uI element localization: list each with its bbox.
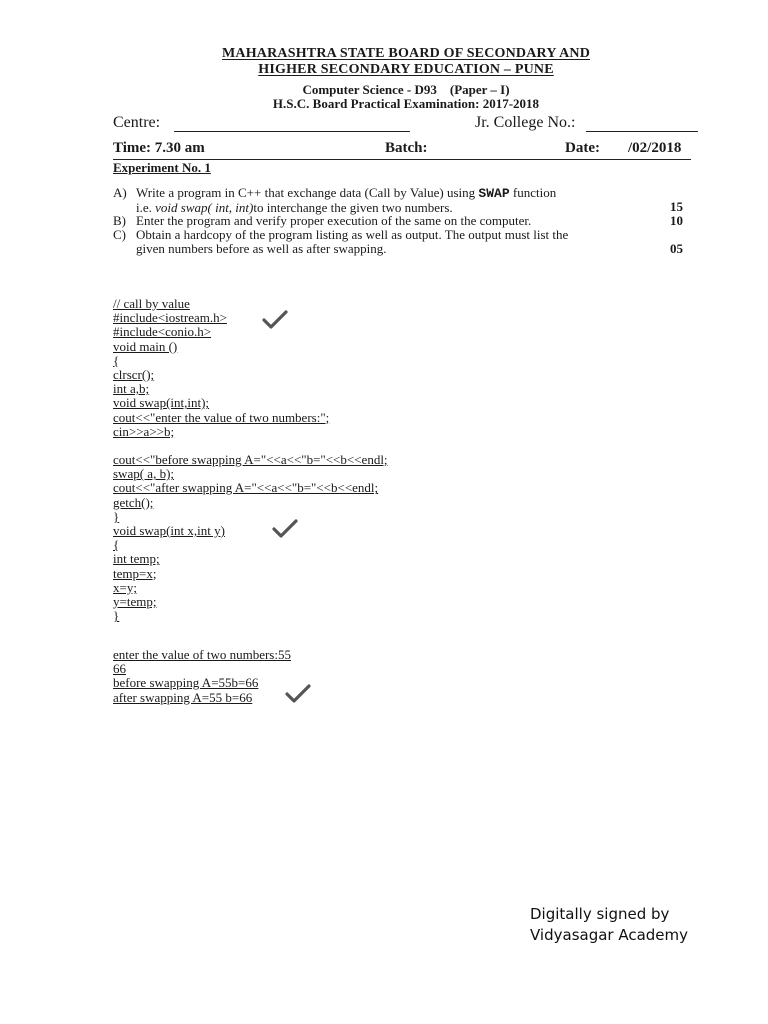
- question-c-line1: Obtain a hardcopy of the program listing as well as output. The output must list the: [136, 227, 569, 242]
- college-label: Jr. College No.:: [475, 114, 576, 131]
- output-line: 66: [113, 661, 126, 677]
- check-mark-icon: [262, 310, 288, 330]
- code-line: #include<iostream.h>: [113, 310, 227, 326]
- question-c-marks: 05: [670, 241, 683, 256]
- code-line: cout<<"after swapping A="<<a<<"b="<<b<<endl;: [113, 480, 379, 496]
- code-line: cout<<"enter the value of two numbers:";: [113, 409, 330, 425]
- board-title: [0, 46, 768, 62]
- code-line: // call by value: [113, 296, 190, 311]
- swap-signature: void swap( int, int): [155, 200, 254, 215]
- code-line: }: [113, 508, 120, 524]
- question-a-text: [136, 186, 656, 215]
- centre-label: Centre:: [113, 114, 161, 131]
- check-mark-icon: [285, 684, 311, 704]
- digital-signature: [530, 904, 688, 946]
- board-title-line1: MAHARASHTRA STATE BOARD OF SECONDARY AND: [221, 46, 591, 61]
- experiment-title: Experiment No. 1: [113, 160, 211, 175]
- code-line: swap( a, b);: [113, 466, 175, 482]
- code-line: {: [113, 352, 120, 368]
- swap-keyword: SWAP: [478, 186, 510, 201]
- code-line: y=temp;: [113, 593, 157, 609]
- board-title-line2: HIGHER SECONDARY EDUCATION – PUNE: [258, 62, 554, 77]
- code-line: void main (): [113, 338, 178, 354]
- code-listing: [113, 297, 388, 623]
- code-line: int temp;: [113, 551, 160, 567]
- code-line: cin>>a>>b;: [113, 423, 175, 439]
- subject-line: Computer Science - D93 (Paper – I): [302, 82, 510, 97]
- question-a-letter: A): [113, 185, 127, 200]
- signature-line2: Vidyasagar Academy: [530, 926, 689, 944]
- exam-line: H.S.C. Board Practical Examination: 2017-2018: [272, 96, 540, 111]
- program-output: [113, 648, 291, 705]
- code-line: #include<conio.h>: [113, 324, 212, 340]
- question-c-line2: given numbers before as well as after swapping.: [136, 241, 387, 256]
- code-line: void swap(int,int);: [113, 395, 210, 411]
- question-c: [113, 228, 693, 258]
- output-line: after swapping A=55 b=66: [113, 689, 253, 705]
- code-line: {: [113, 537, 120, 553]
- centre-row: [113, 114, 698, 136]
- code-line: cout<<"before swapping A="<<a<<"b="<<b<<endl;: [113, 452, 388, 468]
- time-row: [113, 140, 691, 162]
- code-line: temp=x;: [113, 565, 157, 581]
- question-c-text: [136, 228, 656, 256]
- question-a: [113, 186, 693, 216]
- question-a-line2-end: to interchange the given two numbers.: [253, 200, 453, 215]
- check-mark-icon: [272, 519, 298, 539]
- question-c-letter: C): [113, 227, 126, 242]
- question-b-letter: B): [113, 213, 126, 228]
- code-line: getch();: [113, 494, 154, 510]
- college-blank: [586, 131, 698, 132]
- question-b-marks: 10: [670, 213, 683, 228]
- question-a-line1-end: function: [509, 185, 557, 200]
- code-line: clrscr();: [113, 366, 155, 382]
- output-line: before swapping A=55b=66: [113, 675, 259, 691]
- question-a-marks: 15: [670, 199, 683, 214]
- output-line: enter the value of two numbers:55: [113, 647, 291, 662]
- date-value: /02/2018: [628, 140, 682, 156]
- code-line: int a,b;: [113, 381, 150, 397]
- question-a-line1: Write a program in C++ that exchange data (Call by Value) using: [136, 185, 479, 200]
- code-line: x=y;: [113, 579, 137, 595]
- signature-line1: Digitally signed by: [530, 905, 670, 923]
- date-label: Date:: [565, 140, 600, 156]
- question-b-text: Enter the program and verify proper execution of the same on the computer.: [136, 213, 532, 228]
- time-label: Time: 7.30 am: [113, 140, 205, 156]
- question-a-line2: i.e.: [136, 200, 156, 215]
- code-line: void swap(int x,int y): [113, 523, 225, 538]
- blank-line: [113, 439, 388, 453]
- batch-label: Batch:: [385, 140, 428, 156]
- centre-blank: [174, 131, 410, 132]
- code-line: }: [113, 608, 120, 624]
- board-title-2: [0, 62, 768, 78]
